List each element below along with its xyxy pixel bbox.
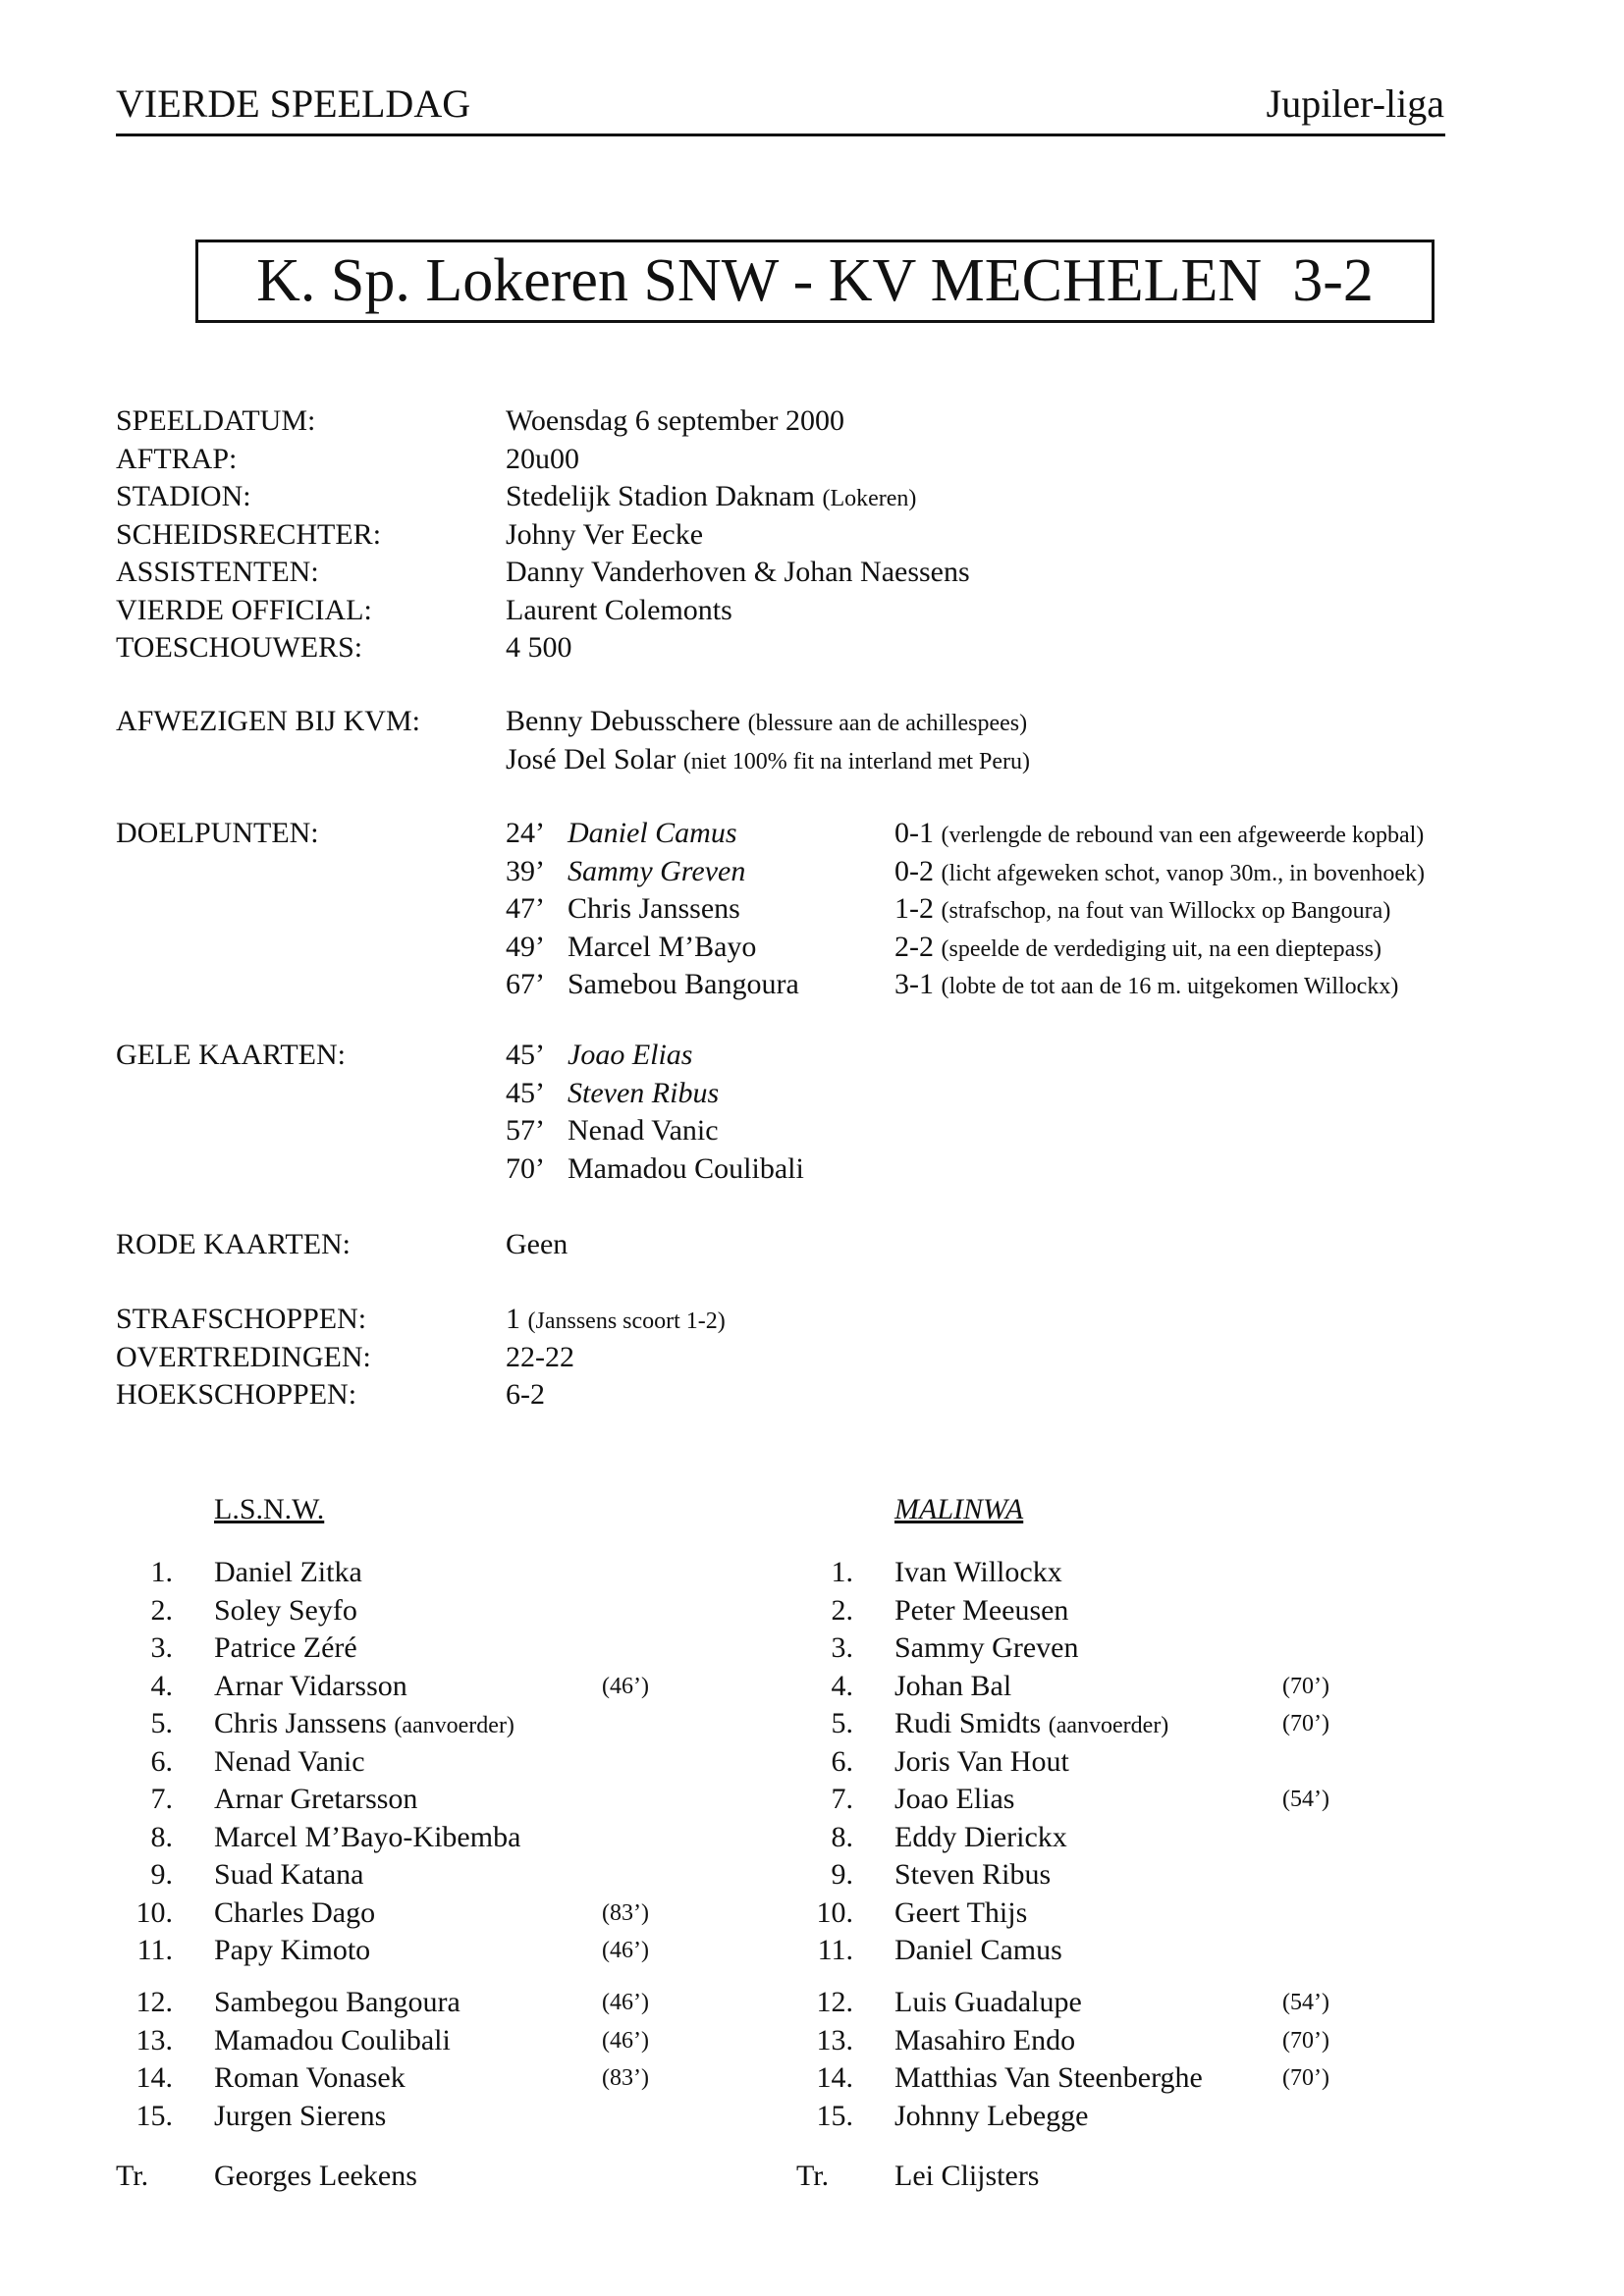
goal-score-note: (strafschop, na fout van Willockx op Bangoura) (941, 898, 1391, 924)
goal-minute: 39’ (506, 854, 545, 887)
player-name-text: Sambegou Bangoura (214, 1986, 460, 2018)
card-minute: 45’ (506, 1039, 545, 1071)
player-number: 5. (150, 1707, 173, 1739)
info-label: SPEELDATUM: (116, 404, 316, 437)
goal-score-note: (speelde de verdediging uit, na een dieptepass) (941, 935, 1381, 962)
player-name (214, 1896, 375, 1930)
coach-name: Georges Leekens (214, 2160, 417, 2192)
player-number: 4. (150, 1669, 173, 1702)
stat-label: OVERTREDINGEN: (116, 1340, 371, 1373)
substitution-minute: (83’) (602, 2065, 649, 2091)
stat-value (506, 1303, 726, 1336)
player-name (894, 1556, 1062, 1589)
player-name-text: Johan Bal (894, 1669, 1012, 1702)
player-name-text: Jurgen Sierens (214, 2099, 387, 2132)
player-number: 13. (816, 2023, 853, 2056)
card-player: Mamadou Coulibali (568, 1151, 804, 1185)
goal-score-text: 2-2 (894, 930, 934, 963)
header-left: VIERDE SPEELDAG (116, 81, 471, 126)
player-number: 9. (150, 1858, 173, 1891)
absent-label: AFWEZIGEN BIJ KVM: (116, 705, 420, 737)
info-value (506, 556, 970, 589)
stat-value (506, 1378, 545, 1412)
player-name-text: Masahiro Endo (894, 2023, 1076, 2056)
goal-scorer: Sammy Greven (568, 854, 746, 887)
goal-minute: 67’ (506, 968, 545, 1000)
substitution-minute: (46’) (602, 1673, 649, 1699)
red-cards-value: Geen (506, 1228, 568, 1260)
match-title (195, 240, 1435, 323)
player-name-text: Joao Elias (894, 1783, 1015, 1815)
goal-score (894, 931, 1381, 964)
player-number: 3. (150, 1631, 173, 1664)
goal-minute: 47’ (506, 892, 545, 925)
player-name (214, 1986, 460, 2019)
goal-score (894, 855, 1425, 888)
player-name (214, 1783, 417, 1816)
player-name-text: Arnar Vidarsson (214, 1669, 407, 1702)
player-number: 15. (135, 2099, 173, 2132)
card-minute: 70’ (506, 1151, 545, 1185)
player-number: 14. (135, 2061, 173, 2094)
player-number: 9. (831, 1858, 853, 1891)
coach-name: Lei Clijsters (894, 2160, 1040, 2192)
goal-score (894, 968, 1398, 1001)
player-number: 1. (831, 1556, 853, 1588)
stat-label: STRAFSCHOPPEN: (116, 1303, 367, 1335)
player-name (894, 1821, 1067, 1854)
player-number: 3. (831, 1631, 853, 1664)
absent-player (506, 705, 1027, 738)
player-number: 8. (831, 1820, 853, 1853)
player-name (894, 2024, 1075, 2057)
player-name-text: Steven Ribus (894, 1858, 1052, 1891)
absent-player-note: (blessure aan de achillespees) (747, 711, 1028, 736)
yellow-cards-label: GELE KAARTEN: (116, 1039, 346, 1071)
info-label: SCHEIDSRECHTER: (116, 517, 382, 551)
absent-player-text: Benny Debusschere (506, 705, 741, 737)
player-name-text: Luis Guadalupe (894, 1986, 1082, 2018)
player-name (894, 1986, 1082, 2019)
info-label: VIERDE OFFICIAL: (116, 593, 372, 626)
player-name (214, 1858, 363, 1892)
player-number: 8. (150, 1820, 173, 1853)
card-player: Steven Ribus (568, 1076, 720, 1109)
info-value-text: Stedelijk Stadion Daknam (506, 480, 815, 512)
goal-score-text: 0-2 (894, 854, 934, 887)
info-label: ASSISTENTEN: (116, 556, 319, 588)
info-value (506, 631, 572, 665)
info-value-text: Johny Ver Eecke (506, 517, 704, 551)
stat-value-text: 1 (506, 1303, 520, 1335)
player-name (214, 2024, 451, 2057)
goal-score-text: 0-1 (894, 817, 934, 849)
player-name-text: Daniel Camus (894, 1934, 1062, 1966)
coach-label: Tr. (116, 2160, 149, 2192)
substitution-minute: (70’) (1282, 1673, 1329, 1699)
player-name-text: Mamadou Coulibali (214, 2023, 451, 2056)
absent-player-text: José Del Solar (506, 742, 677, 775)
player-name-text: Eddy Dierickx (894, 1820, 1067, 1853)
stat-value-note: (Janssens scoort 1-2) (527, 1308, 726, 1334)
substitution-minute: (46’) (602, 1990, 649, 2015)
substitution-minute: (70’) (1282, 2065, 1329, 2091)
player-name-text: Daniel Zitka (214, 1556, 362, 1588)
substitution-minute: (46’) (602, 1938, 649, 1963)
absent-player (506, 743, 1030, 776)
player-number: 1. (150, 1556, 173, 1588)
goal-score-text: 1-2 (894, 892, 934, 925)
player-name-note: (aanvoerder) (394, 1713, 514, 1738)
goal-scorer: Marcel M’Bayo (568, 930, 757, 963)
player-name (894, 1783, 1014, 1816)
player-name-text: Johnny Lebegge (894, 2099, 1089, 2132)
player-number: 12. (135, 1986, 173, 2018)
player-name-text: Patrice Zéré (214, 1631, 357, 1664)
player-name (214, 1556, 362, 1589)
player-name (894, 2100, 1088, 2133)
player-name (214, 1631, 357, 1665)
match-title-text: K. Sp. Lokeren SNW - KV MECHELEN 3-2 (256, 247, 1374, 314)
player-name (894, 1631, 1078, 1665)
player-number: 15. (816, 2099, 853, 2132)
player-number: 4. (831, 1669, 853, 1702)
team-name: MALINWA (894, 1493, 1024, 1525)
red-cards-label: RODE KAARTEN: (116, 1228, 352, 1260)
player-name-text: Marcel M’Bayo-Kibemba (214, 1820, 521, 1853)
player-name-text: Arnar Gretarsson (214, 1783, 418, 1815)
player-number: 12. (816, 1986, 853, 2018)
player-number: 10. (135, 1896, 173, 1929)
player-name-text: Matthias Van Steenberghe (894, 2061, 1203, 2094)
player-number: 6. (831, 1744, 853, 1778)
player-name-text: Papy Kimoto (214, 1934, 371, 1966)
player-name-note: (aanvoerder) (1048, 1713, 1169, 1738)
goal-scorer: Chris Janssens (568, 892, 740, 925)
info-value (506, 518, 703, 552)
player-name (214, 1594, 357, 1628)
substitution-minute: (83’) (602, 1899, 649, 1926)
player-name (894, 2061, 1203, 2095)
player-name (214, 1707, 514, 1740)
goal-minute: 49’ (506, 930, 545, 963)
info-value (506, 594, 732, 627)
card-player: Nenad Vanic (568, 1114, 719, 1147)
info-value-text: Laurent Colemonts (506, 593, 732, 626)
player-name-text: Charles Dago (214, 1896, 376, 1929)
info-value (506, 480, 916, 513)
header-right: Jupiler-liga (1266, 81, 1444, 126)
player-name (894, 1934, 1062, 1967)
player-name (894, 1594, 1068, 1628)
substitution-minute: (70’) (1282, 2027, 1329, 2054)
player-name-text: Geert Thijs (894, 1896, 1028, 1929)
substitution-minute: (54’) (1282, 1990, 1329, 2015)
stat-label: HOEKSCHOPPEN: (116, 1378, 357, 1411)
info-value-text: Danny Vanderhoven & Johan Naessens (506, 556, 970, 588)
player-name (214, 1745, 365, 1779)
player-number: 5. (831, 1707, 853, 1739)
absent-player-note: (niet 100% fit na interland met Peru) (682, 748, 1031, 774)
player-number: 10. (816, 1896, 853, 1929)
player-name-text: Peter Meeusen (894, 1593, 1069, 1627)
goal-score-note: (licht afgeweken schot, vanop 30m., in bovenhoek) (941, 860, 1426, 886)
player-name-text: Roman Vonasek (214, 2061, 406, 2094)
player-number: 13. (135, 2023, 173, 2056)
goal-score (894, 817, 1424, 850)
player-number: 11. (136, 1934, 173, 1966)
info-label: AFTRAP: (116, 442, 238, 475)
player-number: 14. (816, 2061, 853, 2094)
goal-score-text: 3-1 (894, 968, 934, 1000)
player-name (214, 1821, 520, 1854)
goals-label: DOELPUNTEN: (116, 817, 319, 849)
player-number: 2. (150, 1593, 173, 1627)
info-value-note: (Lokeren) (822, 486, 917, 511)
player-name-text: Suad Katana (214, 1858, 364, 1891)
player-number: 7. (150, 1783, 173, 1815)
player-number: 11. (817, 1934, 853, 1966)
substitution-minute: (46’) (602, 2027, 649, 2054)
card-minute: 57’ (506, 1114, 545, 1147)
player-number: 7. (831, 1783, 853, 1815)
player-name-text: Soley Seyfo (214, 1593, 357, 1627)
substitution-minute: (70’) (1282, 1711, 1329, 1736)
player-number: 6. (150, 1744, 173, 1778)
player-name (214, 1934, 370, 1967)
player-name-text: Ivan Willockx (894, 1556, 1062, 1588)
card-player: Joao Elias (568, 1039, 693, 1071)
info-value (506, 404, 844, 438)
player-name-text: Joris Van Hout (894, 1744, 1069, 1778)
coach-label: Tr. (796, 2160, 830, 2192)
info-label: TOESCHOUWERS: (116, 631, 363, 664)
player-name-text: Chris Janssens (214, 1707, 387, 1739)
stat-value-text: 6-2 (506, 1378, 545, 1411)
substitution-minute: (54’) (1282, 1787, 1329, 1812)
player-name (894, 1858, 1051, 1892)
stat-value-text: 22-22 (506, 1340, 574, 1373)
player-name (894, 1670, 1011, 1703)
goal-minute: 24’ (506, 817, 545, 849)
info-value-text: 4 500 (506, 631, 572, 664)
player-name-text: Nenad Vanic (214, 1744, 365, 1778)
card-minute: 45’ (506, 1076, 545, 1109)
goal-score-note: (verlengde de rebound van een afgeweerde kopbal) (941, 823, 1425, 848)
goal-score (894, 892, 1390, 926)
info-value-text: 20u00 (506, 442, 579, 475)
header-rule (116, 133, 1445, 136)
goal-scorer: Daniel Camus (568, 817, 737, 849)
stat-value (506, 1341, 574, 1374)
player-name (214, 2100, 386, 2133)
info-label: STADION: (116, 480, 251, 512)
info-value (506, 443, 579, 476)
team-name: L.S.N.W. (214, 1493, 325, 1525)
player-name (894, 1896, 1027, 1930)
player-name (214, 1670, 407, 1703)
player-number: 2. (831, 1593, 853, 1627)
player-name (214, 2061, 406, 2095)
player-name-text: Rudi Smidts (894, 1707, 1042, 1739)
player-name-text: Sammy Greven (894, 1631, 1079, 1664)
player-name (894, 1707, 1168, 1740)
info-value-text: Woensdag 6 september 2000 (506, 404, 844, 437)
player-name (894, 1745, 1069, 1779)
goal-score-note: (lobte de tot aan de 16 m. uitgekomen Willockx) (941, 974, 1399, 999)
goal-scorer: Samebou Bangoura (568, 968, 799, 1000)
